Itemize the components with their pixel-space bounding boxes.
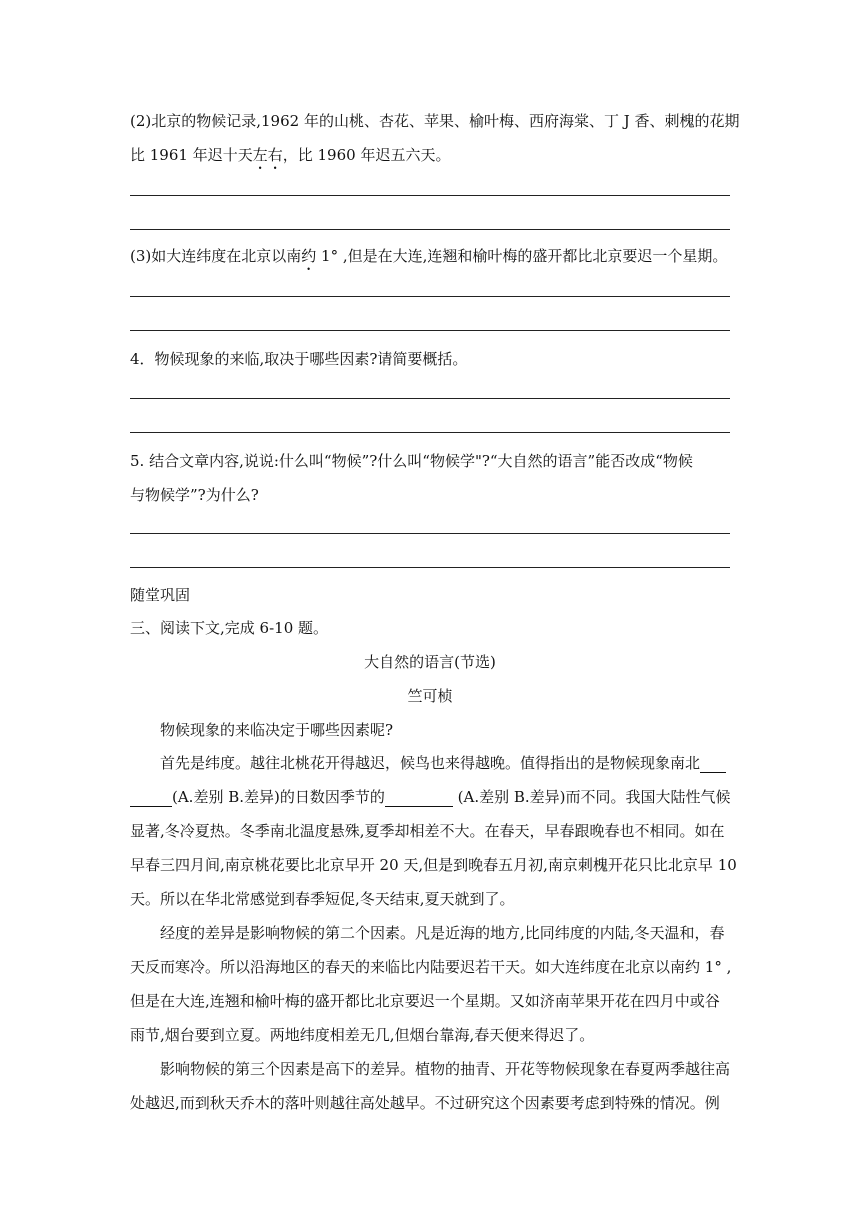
question-2-dotted-words: 左右 bbox=[252, 146, 283, 164]
question-2-line-1: (2)北京的物候记录,1962 年的山桃、杏花、苹果、榆叶梅、西府海棠、丁 J 香、刺槐的花期 bbox=[130, 112, 740, 130]
answer-line[interactable] bbox=[130, 330, 730, 331]
question-2-line-2 bbox=[130, 144, 730, 173]
fill-in-blank[interactable] bbox=[385, 791, 453, 807]
article-paragraph-2-line-4: 早春三四月间,南京桃花要比北京早开 20 天,但是到晚春五月初,南京刺槐开花只比北京早 10 bbox=[130, 856, 737, 874]
paragraph-2-text: 首先是纬度。越往北桃花开得越迟，候鸟也来得越晚。值得指出的是物候现象南北 bbox=[160, 754, 701, 772]
fill-in-blank[interactable] bbox=[700, 757, 726, 773]
article-paragraph-2-line-1 bbox=[160, 752, 730, 773]
answer-line[interactable] bbox=[130, 567, 730, 568]
question-3-text-b: 1° ,但是在大连,连翘和榆叶梅的盛开都比北京要迟一个星期。 bbox=[316, 247, 728, 265]
answer-line[interactable] bbox=[130, 432, 730, 433]
question-2-text-a: 比 1961 年迟十天 bbox=[130, 146, 253, 164]
article-paragraph-1: 物候现象的来临决定于哪些因素呢? bbox=[160, 721, 394, 739]
question-5-line-1: 5. 结合文章内容,说说:什么叫“物候”?什么叫“物候学"?“大自然的语言”能否改成“物候 bbox=[130, 452, 693, 470]
question-3-dotted-word: 约 bbox=[301, 247, 317, 265]
article-paragraph-3-line-4: 雨节,烟台要到立夏。两地纬度相差无几,但烟台靠海,春天便来得迟了。 bbox=[130, 1026, 595, 1044]
section-heading: 随堂巩固 bbox=[130, 586, 191, 604]
article-paragraph-3-line-1: 经度的差异是影响物候的第二个因素。凡是近海的地方,比同纬度的内陆,冬天温和，春 bbox=[160, 924, 725, 942]
article-paragraph-3-line-2: 天反而寒冷。所以沿海地区的春天的来临比内陆要迟若干天。如大连纬度在北京以南约 1° , bbox=[130, 958, 732, 976]
answer-line[interactable] bbox=[130, 229, 730, 230]
question-5-line-2: 与物候学”?为什么? bbox=[130, 486, 259, 504]
fill-in-blank[interactable] bbox=[130, 791, 172, 807]
section-instruction: 三、阅读下文,完成 6-10 题。 bbox=[130, 619, 329, 637]
question-3-text bbox=[130, 245, 730, 274]
article-paragraph-2-line-3: 显著,冬冷夏热。冬季南北温度悬殊,夏季却相差不大。在春天，早春跟晚春也不相同。如在 bbox=[130, 822, 725, 840]
question-3-text-a: (3)如大连纬度在北京以南 bbox=[130, 247, 302, 265]
paragraph-2-text: (A.差别 B.差异)的日数因季节的 bbox=[172, 788, 385, 806]
answer-line[interactable] bbox=[130, 296, 730, 297]
paragraph-2-text: (A.差别 B.差异)而不同。我国大陆性气候 bbox=[452, 788, 731, 806]
article-paragraph-4-line-1: 影响物候的第三个因素是高下的差异。植物的抽青、开花等物候现象在春夏两季越往高 bbox=[160, 1060, 731, 1078]
answer-line[interactable] bbox=[130, 533, 730, 534]
article-paragraph-4-line-2: 处越迟,而到秋天乔木的落叶则越往高处越早。不过研究这个因素要考虑到特殊的情况。例 bbox=[130, 1094, 720, 1112]
article-title: 大自然的语言(节选) bbox=[364, 653, 496, 671]
article-paragraph-2-line-2 bbox=[130, 786, 730, 807]
article-author: 竺可桢 bbox=[407, 687, 453, 705]
article-paragraph-3-line-3: 但是在大连,连翘和榆叶梅的盛开都比北京要迟一个星期。又如济南苹果开花在四月中或谷 bbox=[130, 992, 720, 1010]
answer-line[interactable] bbox=[130, 195, 730, 196]
answer-line[interactable] bbox=[130, 398, 730, 399]
question-2-text-b: ，比 1960 年迟五六天。 bbox=[282, 146, 451, 164]
article-paragraph-2-line-5: 天。所以在华北常感觉到春季短促,冬天结束,夏天就到了。 bbox=[130, 890, 515, 908]
question-4-text: 4．物候现象的来临,取决于哪些因素?请简要概括。 bbox=[130, 350, 468, 368]
